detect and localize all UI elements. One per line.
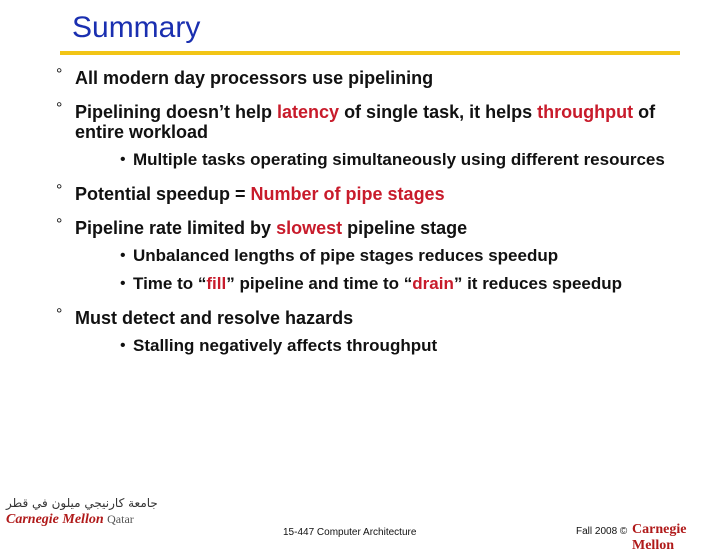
highlight-text: drain — [412, 274, 454, 293]
bullet — [56, 218, 696, 294]
logo-english-text: Carnegie Mellon Qatar — [6, 512, 134, 527]
bullet-marker: ° — [56, 216, 63, 233]
title-rule — [60, 51, 680, 55]
bullet-text: Pipeline rate limited by — [75, 218, 277, 238]
bullet-text: All modern day processors use pipelining — [75, 68, 434, 88]
date-label: Fall 2008 © — [576, 526, 628, 537]
highlight-text: Number of pipe stages — [250, 184, 445, 204]
bullet-text: Stalling negatively affects throughput — [133, 336, 438, 355]
bullet-marker: ° — [56, 182, 63, 199]
highlight-text: latency — [277, 102, 340, 122]
highlight-text: fill — [206, 274, 227, 293]
bullet-marker: ° — [56, 66, 63, 83]
bullet — [56, 184, 696, 204]
bullet-text: Time to “ — [133, 274, 207, 293]
bullet-text: of single task, it helps — [339, 102, 538, 122]
bullet-marker: ° — [56, 306, 63, 323]
sub-bullet-marker: • — [120, 151, 126, 168]
bullet-text: Unbalanced lengths of pipe stages reduces speedup — [133, 246, 559, 265]
bullet-text: of entire workload — [75, 102, 656, 142]
sub-bullet — [75, 274, 696, 294]
sub-bullet-marker: • — [120, 247, 126, 264]
course-label: 15-447 Computer Architecture — [283, 527, 417, 538]
sub-bullet-marker: • — [120, 275, 126, 292]
bullet-text: Must detect and resolve hazards — [75, 308, 354, 328]
bullet-text: pipeline stage — [342, 218, 468, 238]
bullet — [56, 308, 696, 356]
slide-title: Summary — [72, 11, 201, 44]
cmu-wordmark: Carnegie Mellon — [632, 522, 687, 553]
sub-bullet — [75, 150, 696, 170]
bullet-text: Multiple tasks operating simultaneously using different resources — [133, 150, 665, 169]
highlight-text: throughput — [537, 102, 634, 122]
bullet — [56, 102, 696, 170]
highlight-text: slowest — [276, 218, 343, 238]
bullet-text: ” pipeline and time to “ — [226, 274, 413, 293]
cmu-qatar-logo — [6, 496, 158, 528]
bullet-text: Pipelining doesn’t help — [75, 102, 278, 122]
bullet-marker: ° — [56, 100, 63, 117]
sub-bullet-marker: • — [120, 337, 126, 354]
bullet-list — [56, 68, 696, 370]
sub-bullet — [75, 246, 696, 266]
sub-bullet — [75, 336, 696, 356]
logo-arabic-text: جامعة كارنيجي ميلون في قطر — [6, 496, 158, 510]
bullet-text: ” it reduces speedup — [453, 274, 623, 293]
bullet-text: Potential speedup = — [75, 184, 251, 204]
bullet — [56, 68, 696, 88]
